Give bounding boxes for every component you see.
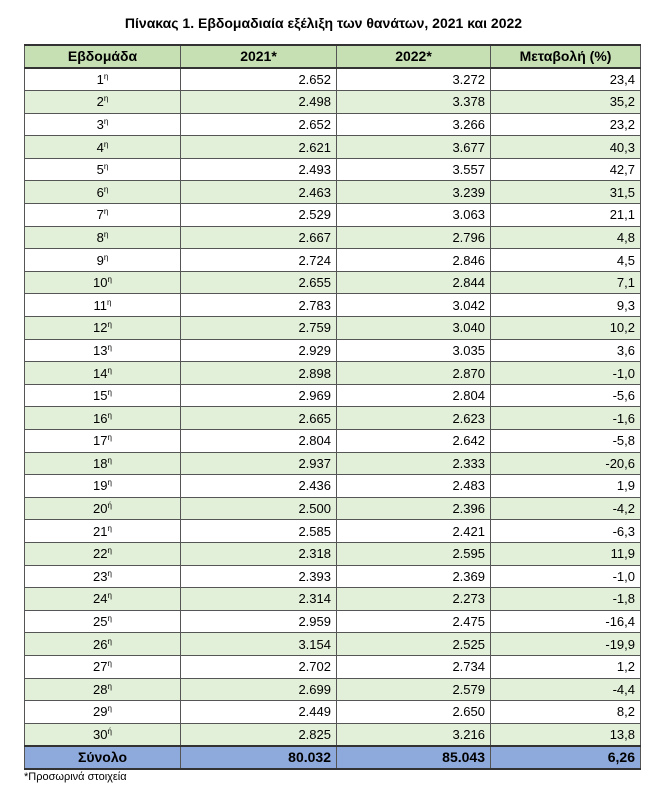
- week-cell: [25, 136, 181, 159]
- change-percent: -4,2: [491, 497, 641, 520]
- week-cell: [25, 181, 181, 204]
- value-2021: 2.318: [181, 542, 337, 565]
- total-2022: 85.043: [337, 746, 491, 769]
- week-ordinal-suffix: η: [107, 568, 112, 578]
- week-number: 17: [93, 433, 108, 449]
- change-percent: 8,2: [491, 701, 641, 724]
- change-percent: 1,2: [491, 655, 641, 678]
- change-percent: 31,5: [491, 181, 641, 204]
- value-2021: 2.804: [181, 430, 337, 453]
- week-ordinal-suffix: η: [103, 72, 109, 82]
- value-2021: 2.898: [181, 362, 337, 385]
- week-number: 26: [93, 636, 108, 652]
- week-ordinal-suffix: η: [107, 704, 112, 714]
- week-cell: [25, 497, 181, 520]
- change-percent: -5,6: [491, 384, 641, 407]
- value-2022: 3.557: [337, 158, 491, 181]
- week-number: 29: [93, 704, 108, 720]
- week-ordinal-suffix: η: [107, 659, 112, 669]
- week-ordinal-suffix: η: [107, 455, 112, 465]
- week-ordinal-suffix: η: [103, 139, 109, 149]
- week-ordinal-suffix: η: [107, 365, 112, 375]
- table-row: [25, 430, 641, 453]
- value-2021: 2.825: [181, 723, 337, 746]
- value-2022: 3.378: [337, 91, 491, 114]
- week-cell: [25, 339, 181, 362]
- value-2021: 2.724: [181, 249, 337, 272]
- change-percent: 21,1: [491, 204, 641, 227]
- value-2022: 2.483: [337, 475, 491, 498]
- week-cell: [25, 633, 181, 656]
- table-row: [25, 701, 641, 724]
- week-cell: [25, 362, 181, 385]
- change-percent: -6,3: [491, 520, 641, 543]
- value-2021: 2.783: [181, 294, 337, 317]
- week-ordinal-suffix: η: [107, 546, 112, 556]
- week-cell: [25, 520, 181, 543]
- week-number: 5: [96, 162, 104, 178]
- value-2022: 3.035: [337, 339, 491, 362]
- table-row: [25, 317, 641, 340]
- week-cell: [25, 452, 181, 475]
- column-header-2021: 2021*: [181, 45, 337, 68]
- value-2022: 2.804: [337, 384, 491, 407]
- week-number: 24: [93, 591, 108, 607]
- value-2021: 2.314: [181, 588, 337, 611]
- table-row: [25, 113, 641, 136]
- week-cell: [25, 723, 181, 746]
- change-percent: 9,3: [491, 294, 641, 317]
- table-row: [25, 497, 641, 520]
- table-row: [25, 204, 641, 227]
- week-ordinal-suffix: η: [107, 636, 112, 646]
- value-2021: 2.529: [181, 204, 337, 227]
- change-percent: 23,2: [491, 113, 641, 136]
- change-percent: -5,8: [491, 430, 641, 453]
- total-row: [25, 746, 641, 769]
- table-body: [25, 68, 641, 746]
- value-2021: 2.500: [181, 497, 337, 520]
- value-2021: 2.667: [181, 226, 337, 249]
- value-2022: 3.042: [337, 294, 491, 317]
- value-2022: 2.421: [337, 520, 491, 543]
- week-number: 13: [93, 342, 108, 358]
- value-2021: 2.652: [181, 113, 337, 136]
- week-number: 22: [93, 546, 108, 562]
- week-number: 20: [93, 501, 108, 517]
- value-2022: 3.040: [337, 317, 491, 340]
- week-number: 23: [93, 568, 108, 584]
- change-percent: -1,0: [491, 362, 641, 385]
- week-ordinal-suffix: η: [103, 162, 109, 172]
- change-percent: -16,4: [491, 610, 641, 633]
- week-cell: [25, 226, 181, 249]
- week-ordinal-suffix: η: [107, 478, 112, 488]
- week-ordinal-suffix: η: [107, 275, 112, 285]
- table-row: [25, 294, 641, 317]
- change-percent: -1,8: [491, 588, 641, 611]
- total-change: 6,26: [491, 746, 641, 769]
- week-ordinal-suffix: η: [103, 184, 109, 194]
- value-2021: 2.969: [181, 384, 337, 407]
- value-2021: 2.585: [181, 520, 337, 543]
- week-cell: [25, 294, 181, 317]
- week-cell: [25, 271, 181, 294]
- value-2021: 2.702: [181, 655, 337, 678]
- change-percent: 35,2: [491, 91, 641, 114]
- week-ordinal-suffix: η: [107, 681, 112, 691]
- table-row: [25, 136, 641, 159]
- week-number: 27: [93, 659, 108, 675]
- week-number: 25: [93, 614, 108, 630]
- value-2021: 2.498: [181, 91, 337, 114]
- week-cell: [25, 249, 181, 272]
- week-ordinal-suffix: ή: [107, 501, 112, 511]
- table-row: [25, 158, 641, 181]
- week-cell: [25, 701, 181, 724]
- week-cell: [25, 384, 181, 407]
- week-cell: [25, 565, 181, 588]
- week-cell: [25, 113, 181, 136]
- week-number: 16: [93, 410, 108, 426]
- table-row: [25, 565, 641, 588]
- week-ordinal-suffix: η: [107, 297, 112, 307]
- value-2022: 2.475: [337, 610, 491, 633]
- value-2022: 2.396: [337, 497, 491, 520]
- week-ordinal-suffix: η: [107, 342, 112, 352]
- value-2022: 2.734: [337, 655, 491, 678]
- value-2021: 2.652: [181, 68, 337, 91]
- week-number: 10: [93, 275, 108, 291]
- value-2021: 2.393: [181, 565, 337, 588]
- week-ordinal-suffix: η: [107, 591, 112, 601]
- week-cell: [25, 655, 181, 678]
- table-row: [25, 68, 641, 91]
- table-row: [25, 91, 641, 114]
- value-2022: 2.579: [337, 678, 491, 701]
- footnote: *Προσωρινά στοιχεία: [24, 771, 127, 783]
- table-row: [25, 339, 641, 362]
- column-header-change: Μεταβολή (%): [491, 45, 641, 68]
- total-label: Σύνολο: [25, 746, 181, 769]
- week-cell: [25, 542, 181, 565]
- table-row: [25, 475, 641, 498]
- value-2022: 2.642: [337, 430, 491, 453]
- change-percent: -20,6: [491, 452, 641, 475]
- value-2022: 2.623: [337, 407, 491, 430]
- value-2022: 2.369: [337, 565, 491, 588]
- table-row: [25, 588, 641, 611]
- change-percent: 3,6: [491, 339, 641, 362]
- change-percent: 42,7: [491, 158, 641, 181]
- value-2022: 2.650: [337, 701, 491, 724]
- change-percent: 7,1: [491, 271, 641, 294]
- week-cell: [25, 407, 181, 430]
- value-2022: 2.796: [337, 226, 491, 249]
- table-row: [25, 271, 641, 294]
- week-cell: [25, 204, 181, 227]
- change-percent: 10,2: [491, 317, 641, 340]
- value-2022: 3.063: [337, 204, 491, 227]
- table-title: Πίνακας 1. Εβδομαδιαία εξέλιξη των θανάτων, 2021 και 2022: [124, 15, 523, 31]
- week-number: 28: [93, 681, 108, 697]
- week-number: 1: [96, 72, 104, 88]
- header-row: [25, 45, 641, 68]
- value-2022: 3.216: [337, 723, 491, 746]
- value-2021: 2.493: [181, 158, 337, 181]
- week-number: 15: [93, 388, 108, 404]
- week-number: 4: [96, 139, 104, 155]
- week-number: 2: [96, 94, 104, 110]
- value-2021: 2.449: [181, 701, 337, 724]
- week-number: 18: [93, 455, 108, 471]
- table-row: [25, 249, 641, 272]
- week-number: 19: [93, 478, 108, 494]
- column-header-2022: 2022*: [337, 45, 491, 68]
- week-ordinal-suffix: η: [107, 614, 112, 624]
- table-row: [25, 226, 641, 249]
- value-2021: 2.655: [181, 271, 337, 294]
- week-ordinal-suffix: η: [107, 523, 112, 533]
- week-number: 6: [96, 184, 104, 200]
- value-2022: 3.677: [337, 136, 491, 159]
- value-2021: 2.699: [181, 678, 337, 701]
- table-row: [25, 452, 641, 475]
- week-number: 30: [93, 726, 108, 742]
- value-2022: 3.239: [337, 181, 491, 204]
- week-ordinal-suffix: η: [103, 252, 109, 262]
- week-ordinal-suffix: η: [107, 433, 112, 443]
- deaths-table: [24, 44, 641, 770]
- week-cell: [25, 588, 181, 611]
- week-ordinal-suffix: η: [107, 320, 112, 330]
- value-2022: 2.844: [337, 271, 491, 294]
- change-percent: 23,4: [491, 68, 641, 91]
- value-2022: 2.333: [337, 452, 491, 475]
- value-2022: 3.272: [337, 68, 491, 91]
- change-percent: -4,4: [491, 678, 641, 701]
- week-number: 11: [93, 297, 108, 313]
- week-number: 14: [93, 365, 108, 381]
- week-ordinal-suffix: η: [103, 116, 109, 126]
- table-row: [25, 520, 641, 543]
- table-row: [25, 610, 641, 633]
- table-row: [25, 407, 641, 430]
- change-percent: -1,0: [491, 565, 641, 588]
- week-cell: [25, 68, 181, 91]
- week-ordinal-suffix: ή: [107, 726, 112, 736]
- value-2022: 2.870: [337, 362, 491, 385]
- value-2022: 2.525: [337, 633, 491, 656]
- change-percent: 40,3: [491, 136, 641, 159]
- table-row: [25, 678, 641, 701]
- value-2021: 2.436: [181, 475, 337, 498]
- change-percent: 11,9: [491, 542, 641, 565]
- week-ordinal-suffix: η: [103, 94, 109, 104]
- value-2021: 2.929: [181, 339, 337, 362]
- week-cell: [25, 158, 181, 181]
- table-row: [25, 542, 641, 565]
- week-cell: [25, 610, 181, 633]
- value-2022: 3.266: [337, 113, 491, 136]
- week-ordinal-suffix: η: [103, 207, 109, 217]
- column-header-week: Εβδομάδα: [25, 45, 181, 68]
- value-2022: 2.595: [337, 542, 491, 565]
- week-cell: [25, 475, 181, 498]
- change-percent: -1,6: [491, 407, 641, 430]
- value-2022: 2.846: [337, 249, 491, 272]
- change-percent: -19,9: [491, 633, 641, 656]
- value-2022: 2.273: [337, 588, 491, 611]
- week-cell: [25, 430, 181, 453]
- week-number: 21: [93, 523, 108, 539]
- value-2021: 3.154: [181, 633, 337, 656]
- table-row: [25, 362, 641, 385]
- week-number: 12: [93, 320, 108, 336]
- change-percent: 4,8: [491, 226, 641, 249]
- week-number: 3: [96, 116, 104, 132]
- table-row: [25, 655, 641, 678]
- total-2021: 80.032: [181, 746, 337, 769]
- value-2021: 2.621: [181, 136, 337, 159]
- change-percent: 13,8: [491, 723, 641, 746]
- value-2021: 2.665: [181, 407, 337, 430]
- value-2021: 2.937: [181, 452, 337, 475]
- change-percent: 4,5: [491, 249, 641, 272]
- week-number: 7: [96, 207, 104, 223]
- table-row: [25, 633, 641, 656]
- value-2021: 2.759: [181, 317, 337, 340]
- week-ordinal-suffix: η: [107, 410, 112, 420]
- table-row: [25, 181, 641, 204]
- table-row: [25, 723, 641, 746]
- week-ordinal-suffix: η: [103, 229, 109, 239]
- week-number: 9: [96, 252, 104, 268]
- week-cell: [25, 678, 181, 701]
- change-percent: 1,9: [491, 475, 641, 498]
- value-2021: 2.959: [181, 610, 337, 633]
- week-number: 8: [96, 229, 104, 245]
- week-cell: [25, 317, 181, 340]
- value-2021: 2.463: [181, 181, 337, 204]
- table-row: [25, 384, 641, 407]
- week-cell: [25, 91, 181, 114]
- week-ordinal-suffix: η: [107, 388, 112, 398]
